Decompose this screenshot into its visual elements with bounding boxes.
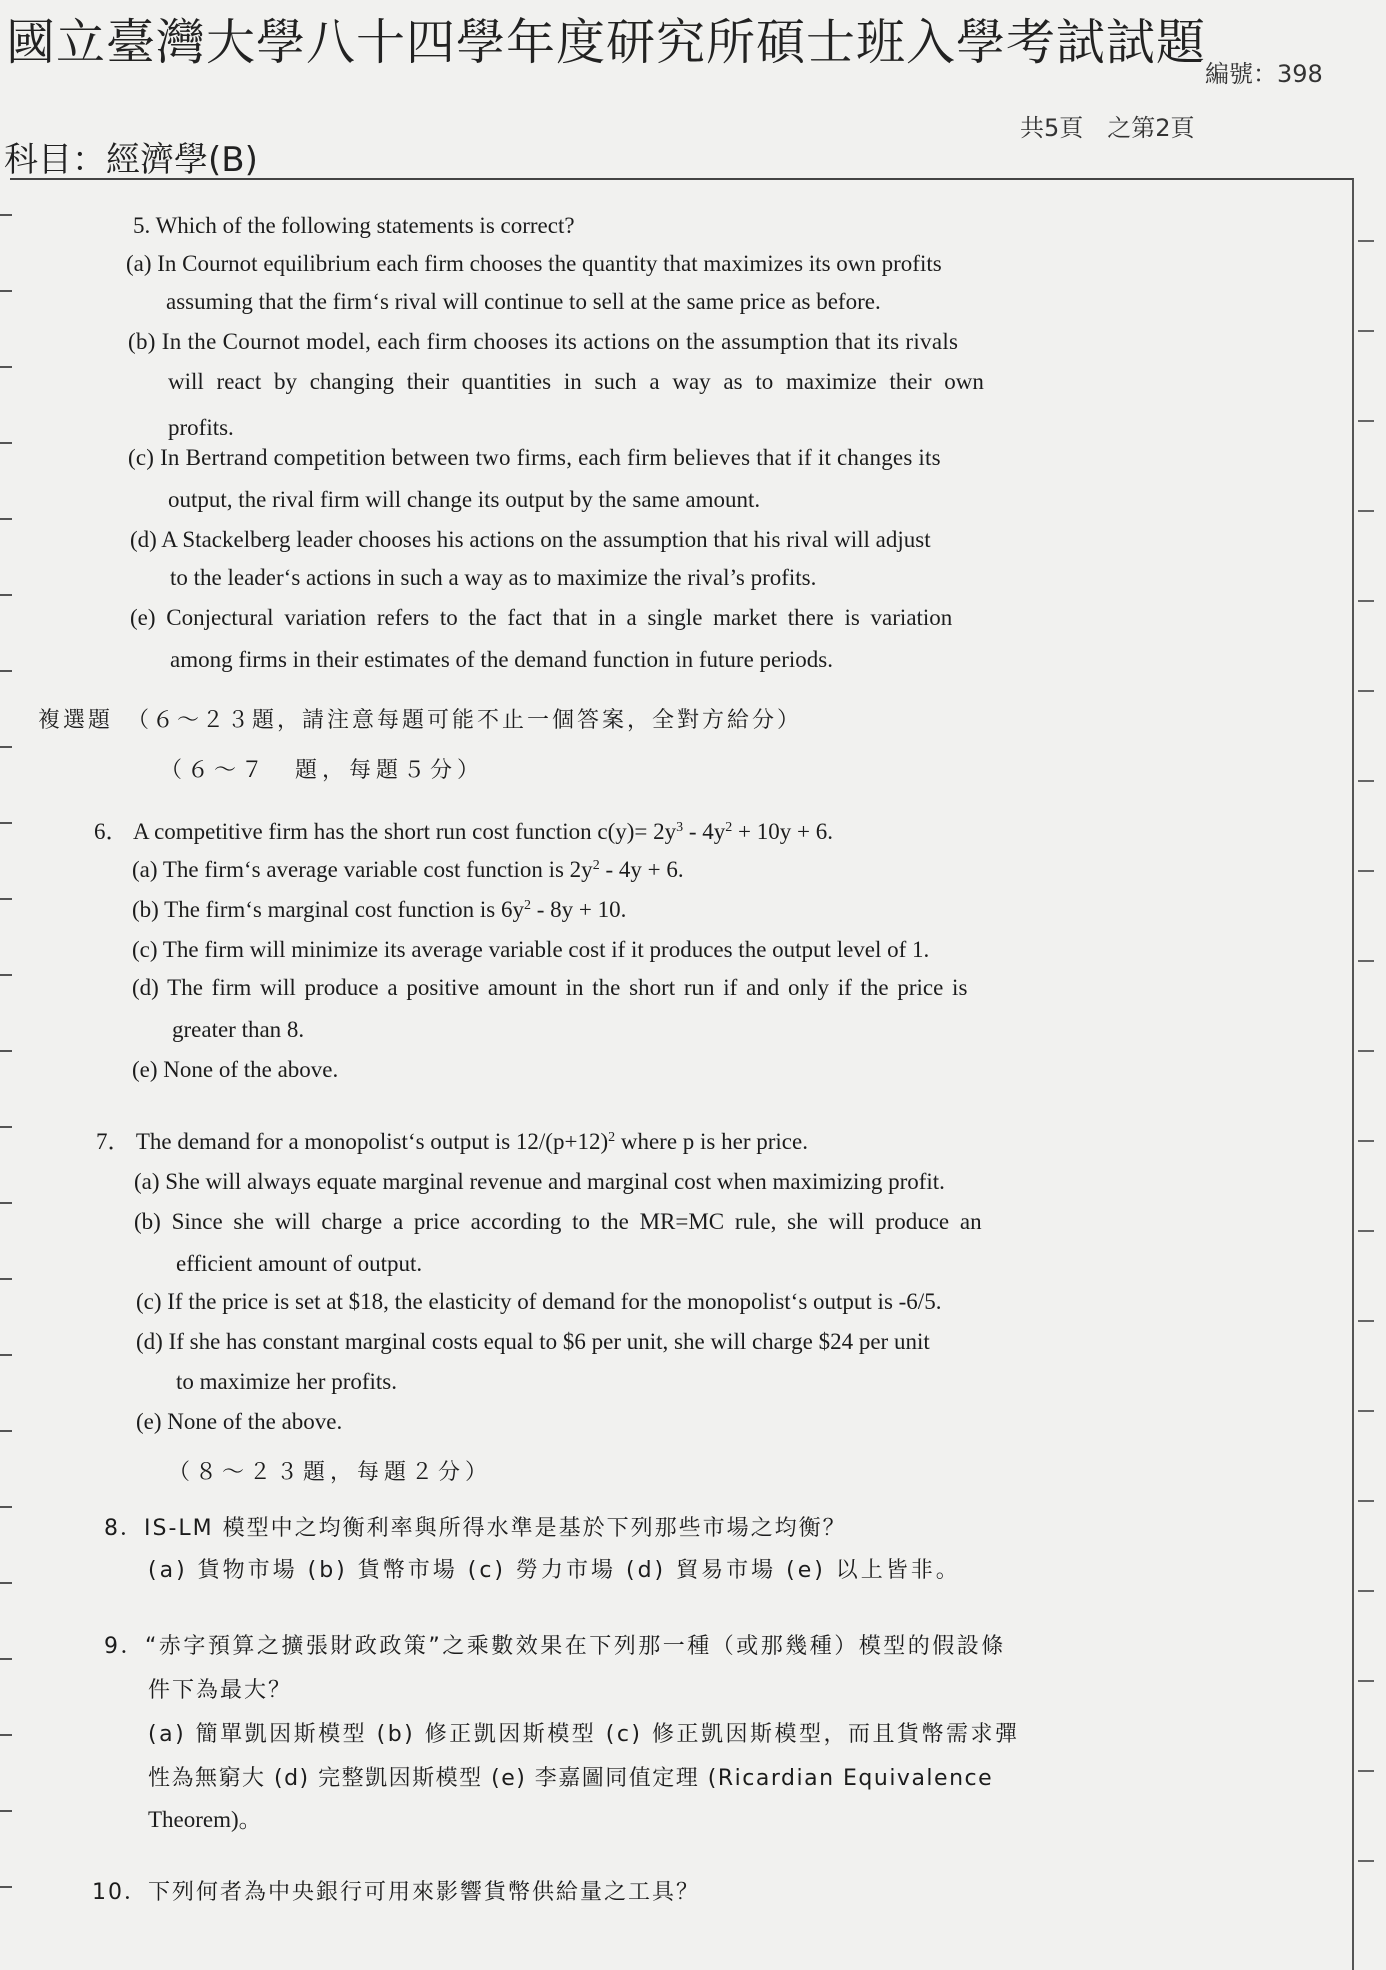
section-multi-select: 複選題 （６～２３題，請注意每題可能不止一個答案，全對方給分）	[38, 708, 803, 733]
q9-options-line1: (a) 簡單凱因斯模型 (b) 修正凱因斯模型 (c) 修正凱因斯模型，而且貨幣需求彈	[148, 1722, 1020, 1747]
q5-option-d-line2: to the leader‘s actions in such a way as to maximize the rival’s profits.	[170, 565, 817, 590]
q7-option-a: (a) She will always equate marginal revenue and marginal cost when maximizing profit.	[134, 1169, 945, 1194]
page-count: 共5頁 之第2頁	[1020, 114, 1195, 142]
q5-option-c-line1: (c) In Bertrand competition between two firms, each firm believes that if it changes its	[128, 445, 941, 470]
q6-option-a: (a) The firm‘s average variable cost function is $2y^2 - 4y + 6$.	[132, 857, 684, 882]
q5-option-b-line1: (b) In the Cournot model, each firm chooses its actions on the assumption that its rivals	[128, 329, 959, 354]
exam-code: 編號：398	[1205, 60, 1323, 88]
q6-option-d-line2: greater than 8.	[172, 1017, 305, 1042]
q7-option-b-line1: (b) Since she will charge a price according to the MR=MC rule, she will produce an	[134, 1209, 982, 1234]
q5-option-b-line2: will react by changing their quantities in such a way as to maximize their own	[168, 369, 984, 394]
q9-stem-line1: 9．“赤字預算之擴張財政政策”之乘數效果在下列那一種（或那幾種）模型的假設條	[104, 1634, 1006, 1659]
q8-stem: 8．IS-LM 模型中之均衡利率與所得水準是基於下列那些市場之均衡？	[104, 1516, 847, 1541]
q6-stem: 6． A competitive firm has the short run cost function $c(y)= 2y^3 - 4y^2 + 10y + 6$.	[94, 819, 833, 844]
q6-option-d-line1: (d) The firm will produce a positive amount in the short run if and only if the price is	[132, 975, 968, 1000]
q7-stem: 7． The demand for a monopolist‘s output is $12/(p+12)^2$ where p is her price.	[96, 1129, 808, 1154]
q9-options-line2: 性為無窮大 (d) 完整凱因斯模型 (e) 李嘉圖同值定理 (Ricardian Equivalence	[148, 1766, 994, 1791]
q9-options-line3: Theorem)。	[148, 1807, 262, 1832]
q7-option-d-line1: (d) If she has constant marginal costs equal to $6 per unit, she will charge $24 per unit	[136, 1329, 930, 1354]
q10-stem: 10．下列何者為中央銀行可用來影響貨幣供給量之工具？	[92, 1880, 700, 1905]
q6-option-b: (b) The firm‘s marginal cost function is $6y^2 - 8y + 10$.	[132, 897, 627, 922]
q8-options: (a) 貨物市場 (b) 貨幣市場 (c) 勞力市場 (d) 貿易市場 (e) 以上皆非。	[148, 1558, 961, 1583]
q6-option-e: (e) None of the above.	[132, 1057, 339, 1082]
q6-option-c: (c) The firm will minimize its average variable cost if it produces the output level of 1.	[132, 937, 930, 962]
exam-title: 國立臺灣大學八十四學年度研究所碩士班入學考試試題	[6, 14, 1207, 71]
q9-stem-line2: 件下為最大？	[148, 1678, 293, 1703]
q5-option-e-line2: among firms in their estimates of the demand function in future periods.	[170, 647, 834, 672]
q7-option-d-line2: to maximize her profits.	[176, 1369, 397, 1394]
q7-option-c: (c) If the price is set at $18, the elasticity of demand for the monopolist‘s output is -6/5.	[136, 1289, 942, 1314]
q5-option-e-line1: (e) Conjectural variation refers to the fact that in a single market there is variation	[130, 605, 953, 630]
subject-label: 科目：經濟學(B)	[4, 140, 258, 180]
q5-option-a-line1: (a) In Cournot equilibrium each firm chooses the quantity that maximizes its own profits	[126, 251, 942, 276]
section-q8-23-points: （８～２３題，每題２分）	[168, 1460, 493, 1485]
q5-option-a-line2: assuming that the firm‘s rival will continue to sell at the same price as before.	[166, 289, 881, 314]
q7-option-b-line2: efficient amount of output.	[176, 1251, 423, 1276]
q5-option-b-line3: profits.	[168, 415, 234, 440]
q7-option-e: (e) None of the above.	[136, 1409, 343, 1434]
q5-option-c-line2: output, the rival firm will change its output by the same amount.	[168, 487, 761, 512]
q5-option-d-line1: (d) A Stackelberg leader chooses his actions on the assumption that his rival will adjust	[130, 527, 931, 552]
q5-stem: 5. Which of the following statements is correct?	[133, 213, 575, 238]
section-q6-7-points: （６～７ 題，每題５分）	[160, 758, 485, 783]
